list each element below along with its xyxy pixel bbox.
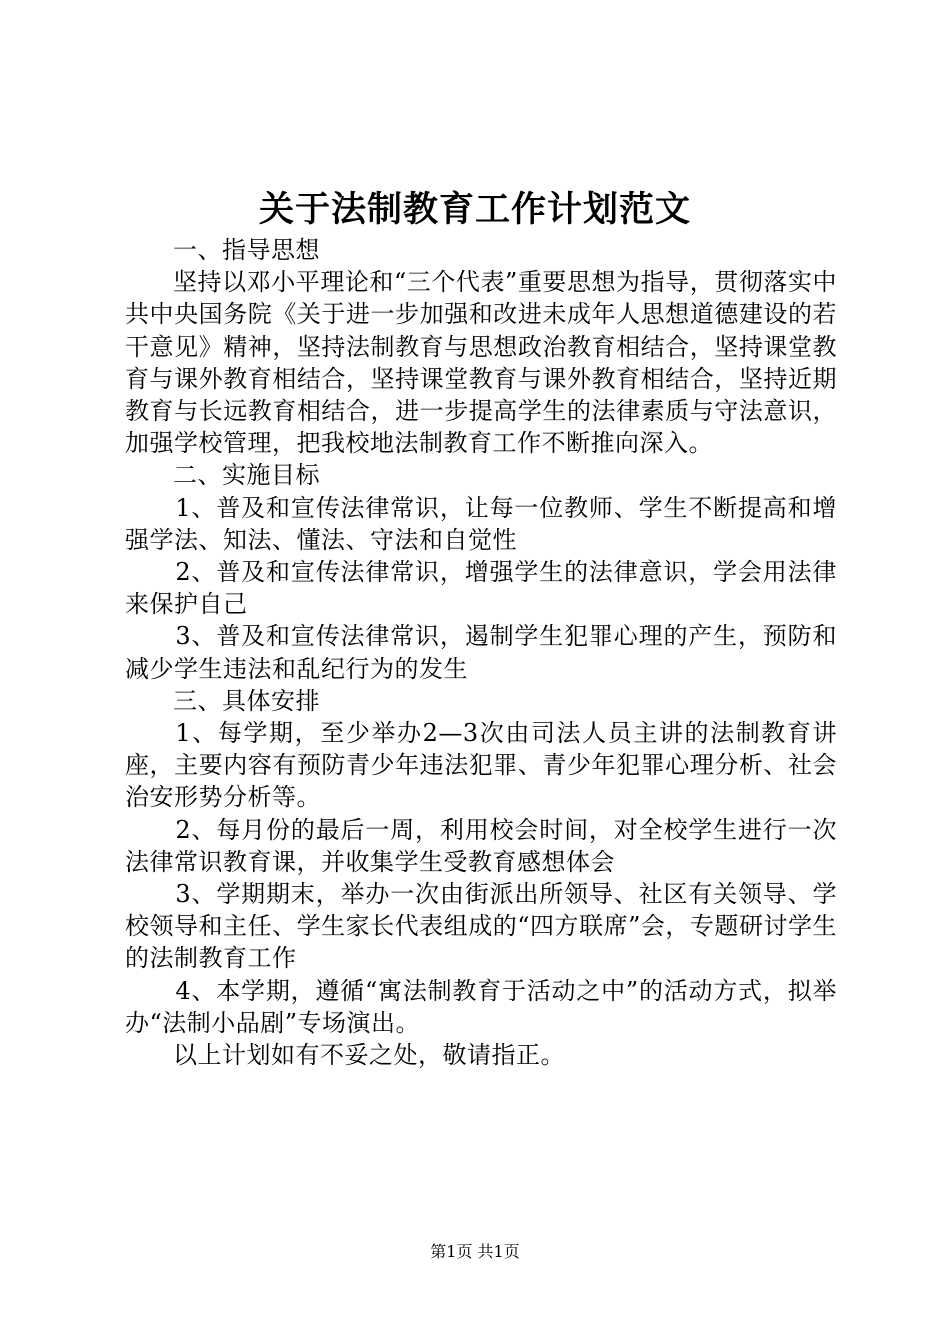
arrangement-item-2: 2、每月份的最后一周，利用校会时间，对全校学生进行一次法律常识教育课，并收集学生受教育感想体会 [125,815,837,876]
arrangement-item-3: 3、学期期末，举办一次由街派出所领导、社区有关领导、学校领导和主任、学生家长代表组成的“四方联席”会，专题研讨学生的法制教育工作 [125,880,837,973]
paragraph-guiding-ideology: 坚持以邓小平理论和“三个代表”重要思想为指导，贯彻落实中共中央国务院《关于进一步加强和改进未成年人思想道德建设的若干意见》精神，坚持法制教育与思想政治教育相结合，坚持课堂教育与课外教育相结合，坚持课堂教育与课外教育相结合，坚持近期教育与长远教育相结合，进一步提高学生的法律素质与守法意识，加强学校管理，把我校地法制教育工作不断推向深入。 [125,268,837,458]
section-heading-goals: 二、实施目标 [173,461,320,490]
section-heading-guiding-ideology: 一、指导思想 [173,236,320,264]
goal-item-3: 3、普及和宣传法律常识，遏制学生犯罪心理的产生，预防和减少学生违法和乱纪行为的发生 [125,622,837,683]
goal-item-1: 1、普及和宣传法律常识，让每一位教师、学生不断提高和增强学法、知法、懂法、守法和自觉性 [125,493,837,554]
document-body [125,234,837,1071]
section-heading-arrangements: 三、具体安排 [173,686,320,715]
document-title: 关于法制教育工作计划范文 [258,189,691,230]
arrangement-item-1: 1、每学期，至少举办2—3次由司法人员主讲的法制教育讲座，主要内容有预防青少年违法犯罪、青少年犯罪心理分析、社会治安形势分析等。 [125,719,837,812]
page-footer: 第1页 共1页 [430,1242,520,1261]
closing-paragraph: 以上计划如有不妥之处，敬请指正。 [173,1041,565,1070]
goal-item-2: 2、普及和宣传法律常识，增强学生的法律意识，学会用法律来保护自己 [125,558,837,619]
arrangement-item-4: 4、本学期，遵循“寓法制教育于活动之中”的活动方式，拟举办“法制小品剧”专场演出。 [125,976,837,1037]
